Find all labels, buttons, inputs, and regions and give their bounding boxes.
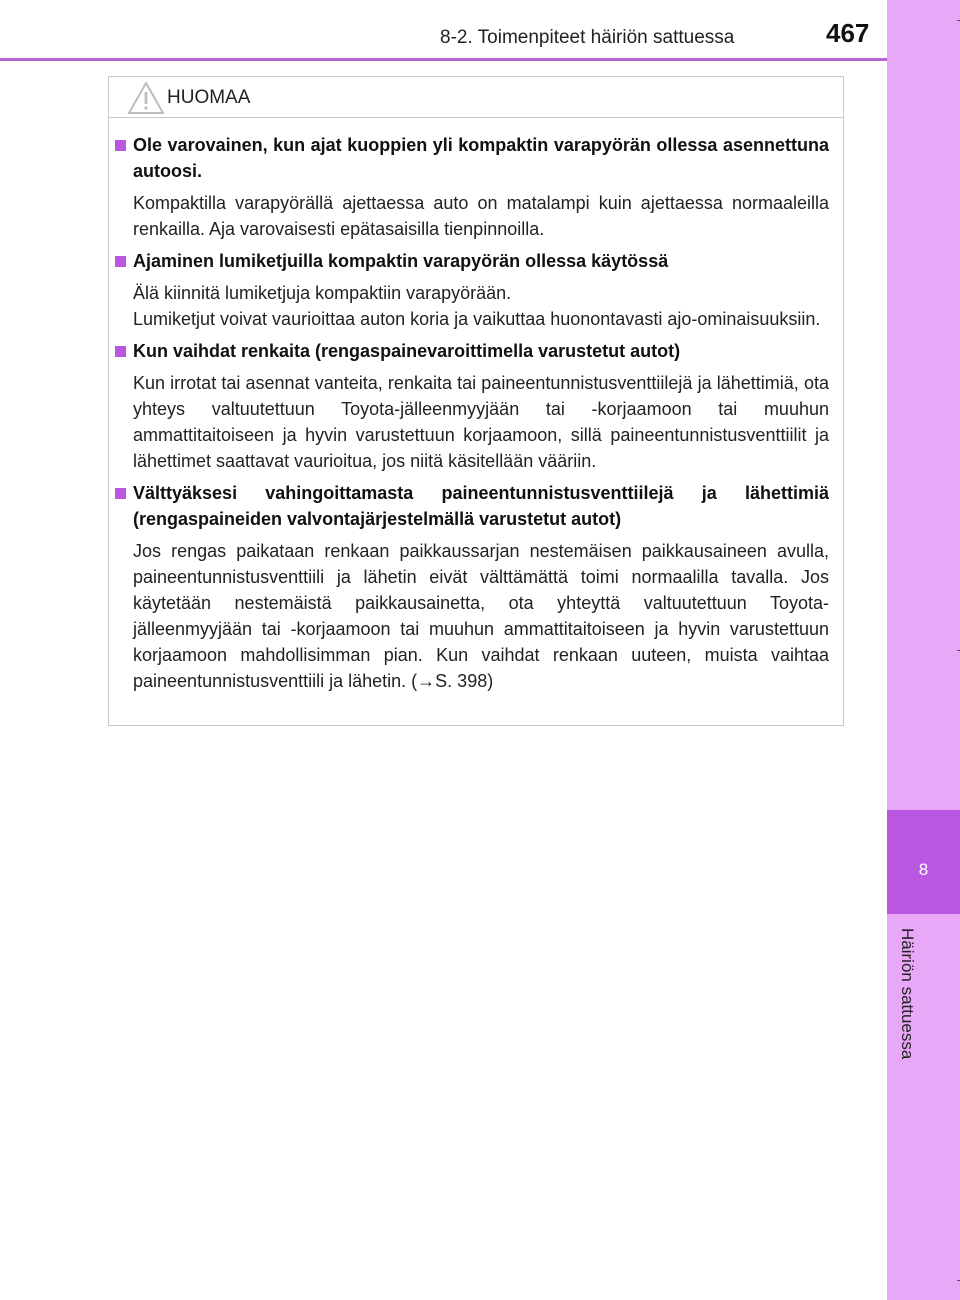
- bullet-square-icon: [115, 140, 126, 151]
- chapter-number: 8: [918, 860, 929, 879]
- item-paragraph: Kun irrotat tai asennat vanteita, renkaita tai paineentunnistusventtiilejä ja lähettimiä, ota yhteys valtuutettuun Toyota-jälleenmyyjään tai -korjaamoon tai muuhun ammattitaitoiseen ja hyvin varustettuun korjaamoon, sillä paineentunnistusventtiilit ja lähettimet saattavat vaurioitua, jos niitä käsitellään vääriin.: [133, 373, 829, 471]
- item-paragraph: Jos rengas paikataan renkaan paikkaussarjan nestemäisen paikkausaineen avulla, paineentunnistusventtiili ja lähetin eivät välttämättä toimi normaalilla tavalla. Jos käytetään nestemäistä paikkausainetta, ota yhteyttä valtuutettuun Toyota-jälleenmyyjään tai -korjaamoon tai muuhun ammattitaitoiseen ja hyvin varustettuun korjaamoon mahdollisimman pian. Kun vaihdat renkaan uuteen, muista vaihtaa paineentunnistusventtiili ja lähetin. (→S. 398): [133, 541, 829, 691]
- notice-item: [115, 248, 829, 332]
- item-heading: [115, 338, 829, 364]
- notice-box: [108, 76, 844, 726]
- item-heading-text: Ajaminen lumiketjuilla kompaktin varapyörän ollessa käytössä: [133, 251, 669, 271]
- warning-triangle-icon: [127, 81, 165, 115]
- notice-title: HUOMAA: [167, 87, 251, 108]
- item-text: [115, 538, 829, 694]
- item-heading: [115, 480, 829, 532]
- bullet-square-icon: [115, 256, 126, 267]
- header-rule: [0, 58, 887, 61]
- item-text: [115, 280, 829, 332]
- bullet-square-icon: [115, 488, 126, 499]
- section-title: 8-2. Toimenpiteet häiriön sattuessa: [440, 27, 735, 48]
- item-paragraph: Kompaktilla varapyörällä ajettaessa auto on matalampi kuin ajettaessa normaaleilla renkailla. Aja varovaisesti epätasaisilla tienpinnoilla.: [133, 193, 829, 239]
- item-text: [115, 190, 829, 242]
- side-tab-band: [887, 0, 960, 1300]
- chapter-label: Häiriön sattuessa: [898, 928, 917, 1060]
- item-heading-text: Kun vaihdat renkaita (rengaspainevaroittimella varustetut autot): [133, 341, 681, 361]
- chapter-tab: [887, 810, 960, 914]
- item-heading-text: Ole varovainen, kun ajat kuoppien yli kompaktin varapyörän ollessa asennettuna autoosi.: [133, 135, 829, 181]
- page-number: 467: [826, 18, 870, 48]
- item-text: [115, 370, 829, 474]
- item-paragraph: Lumiketjut voivat vaurioittaa auton koria ja vaikuttaa huonontavasti ajo-ominaisuuksiin.: [133, 309, 821, 329]
- item-heading-text: Välttyäksesi vahingoittamasta paineentunnistusventtiilejä ja lähettimiä (rengaspaineiden valvontajärjestelmällä varustetut autot): [133, 483, 829, 529]
- notice-item: [115, 480, 829, 694]
- notice-body: [109, 118, 843, 694]
- item-heading: [115, 248, 829, 274]
- bullet-square-icon: [115, 346, 126, 357]
- item-paragraph: Älä kiinnitä lumiketjuja kompaktiin varapyörään.: [133, 283, 512, 303]
- notice-item: [115, 132, 829, 242]
- item-heading: [115, 132, 829, 184]
- notice-header: [109, 77, 843, 118]
- notice-item: [115, 338, 829, 474]
